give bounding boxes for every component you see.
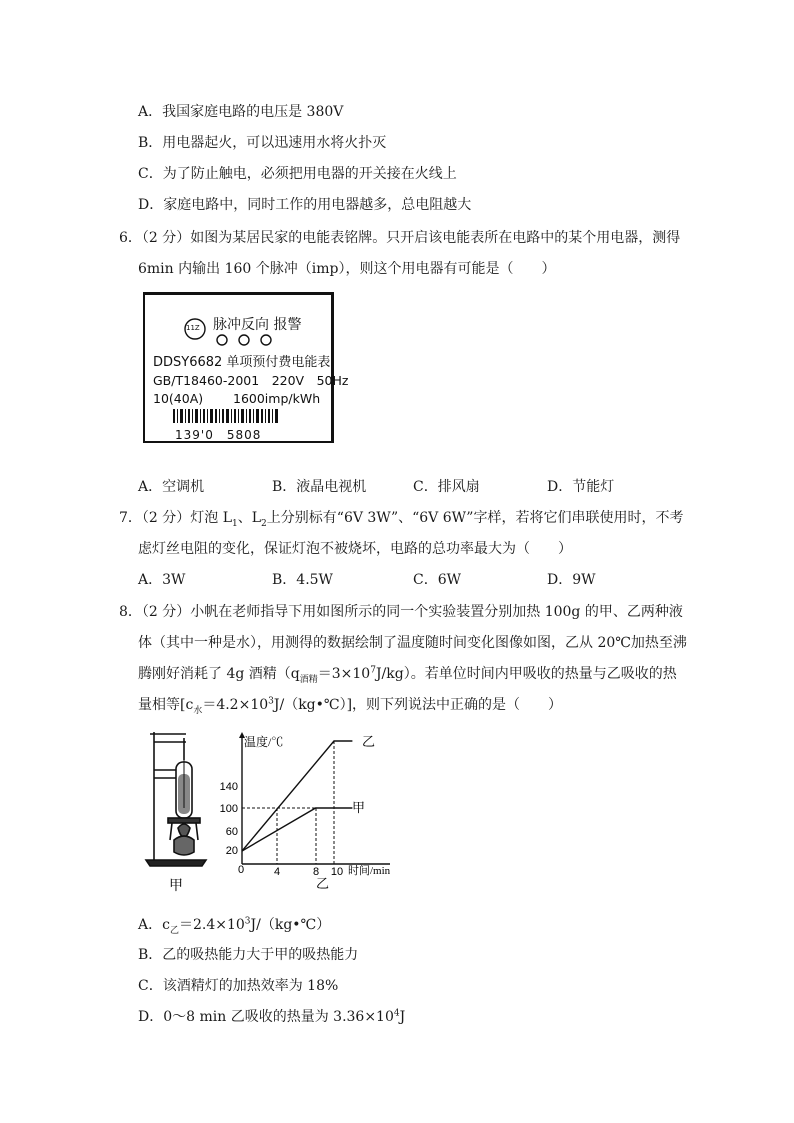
x-axis-label: 时间/min	[348, 865, 391, 877]
q8-option-a	[138, 915, 330, 935]
q8-a-c: J/（kg•℃）	[250, 917, 331, 933]
q7-stem-line2: 虑灯丝电阻的变化，保证灯泡不被烧坏，电路的总功率最大为（ ）	[138, 541, 572, 557]
q7-sub-2: 2	[261, 518, 267, 529]
q8-a-sup: 3	[244, 916, 251, 927]
q8-l4-sup: 3	[268, 696, 274, 707]
q8-stem-line2: 体（其中一种是水），用测得的数据绘制了温度随时间变化图像如图，乙从 20℃加热至沸	[138, 635, 687, 651]
q8-l3-a: 腾刚好消耗了 4g 酒精（q	[138, 666, 300, 682]
q8-l4-b: ＝4.2×10	[202, 697, 269, 713]
series-yi-label: 乙	[362, 734, 376, 749]
q7-option-d: D．9W	[547, 572, 596, 588]
y-tick-140: 140	[219, 781, 238, 793]
q8-d-sup: 4	[393, 1008, 400, 1019]
indicator-lights-icon	[215, 333, 295, 347]
barcode-icon	[173, 409, 283, 423]
q7-option-a: A．3W	[138, 572, 186, 588]
series-jia-label: 甲	[352, 800, 366, 815]
q5-option-b: B．用电器起火，可以迅速用水将火扑灭	[138, 135, 387, 151]
q7-text-a: 7．（2 分）灯泡 L	[119, 510, 233, 526]
meter-model: DDSY6682 单项预付费电能表	[153, 355, 331, 370]
q7-option-c: C．6W	[413, 572, 462, 588]
heating-apparatus-icon	[146, 732, 206, 866]
q8-l4-a: 量相等[c	[138, 697, 194, 713]
q8-stem-line3	[138, 664, 677, 684]
q7-text-c: 上分别标有“6V 3W”、“6V 6W”字样，若将它们串联使用时，不考	[266, 510, 684, 526]
meter-badge-text: 11Z	[186, 324, 200, 332]
q8-l3-sup: 7	[370, 665, 376, 676]
q6-option-a: A．空调机	[138, 479, 205, 495]
q6-stem-line1: 6．（2 分）如图为某居民家的电能表铭牌。只开启该电能表所在电路中的某个用电器，测得	[119, 230, 681, 246]
graph-label: 乙	[316, 876, 330, 891]
q8-figure	[140, 728, 400, 898]
q8-l3-c: J/kg）。若单位时间内甲吸收的热量与乙吸收的热	[375, 666, 677, 682]
q6-option-c: C．排风扇	[413, 479, 480, 495]
y-tick-100: 100	[219, 803, 238, 815]
q8-d-a: D．0～8 min 乙吸收的热量为 3.36×10	[138, 1009, 394, 1025]
meter-current: 10(40A)	[153, 391, 204, 406]
y-axis-label: 温度/℃	[244, 735, 284, 749]
y-tick-60: 60	[225, 826, 238, 838]
q8-l3-sub: 酒精	[299, 674, 318, 685]
temperature-time-graph	[220, 732, 391, 891]
q8-stem-line4	[138, 695, 562, 715]
q8-l3-b: ＝3×10	[317, 666, 371, 682]
meter-header: 脉冲反向 报警	[213, 317, 302, 333]
series-jia-line	[242, 808, 352, 851]
q7-stem-line1	[119, 508, 683, 528]
q5-option-d: D．家庭电路中，同时工作的用电器越多，总电阻越大	[138, 197, 472, 213]
q6-option-d: D．节能灯	[547, 479, 615, 495]
meter-constant: 1600imp/kWh	[233, 391, 321, 406]
q8-stem-line1: 8．（2 分）小帆在老师指导下用如图所示的同一个实验装置分别加热 100g 的甲、乙两种液	[119, 604, 683, 620]
q8-option-b: B．乙的吸热能力大于甲的吸热能力	[138, 947, 359, 963]
q8-a-sub: 乙	[169, 925, 179, 936]
q6-stem-line2: 6min 内输出 160 个脉冲（imp），则这个用电器有可能是（ ）	[138, 261, 556, 277]
q8-l4-c: J/（kg•℃）]，则下列说法中正确的是（ ）	[273, 697, 563, 713]
q8-option-d	[138, 1007, 405, 1027]
q8-l4-sub: 水	[193, 705, 203, 716]
q8-d-b: J	[399, 1009, 406, 1025]
q7-option-b: B．4.5W	[272, 572, 333, 588]
q5-option-a: A．我国家庭电路的电压是 380V	[138, 104, 344, 120]
q7-text-b: 、L	[237, 510, 262, 526]
origin-label: 0	[238, 864, 245, 876]
x-tick-4: 4	[273, 866, 281, 878]
q8-a-a: A．c	[138, 917, 170, 933]
q7-sub-1: 1	[232, 518, 238, 529]
q8-option-c: C．该酒精灯的加热效率为 18%	[138, 978, 339, 994]
meter-standard: GB/T18460-2001 220V 50Hz	[153, 373, 349, 388]
apparatus-label: 甲	[169, 879, 183, 894]
q8-a-b: ＝2.4×10	[178, 917, 245, 933]
series-yi-line	[242, 741, 352, 851]
electric-meter-nameplate	[143, 292, 349, 444]
q6-option-b: B．液晶电视机	[272, 479, 367, 495]
y-tick-20: 20	[225, 845, 238, 857]
meter-serial: 139'0 5808	[175, 428, 262, 442]
x-tick-8: 8	[312, 866, 320, 878]
q5-option-c: C．为了防止触电，必须把用电器的开关接在火线上	[138, 166, 457, 182]
x-tick-10: 10	[330, 866, 344, 878]
